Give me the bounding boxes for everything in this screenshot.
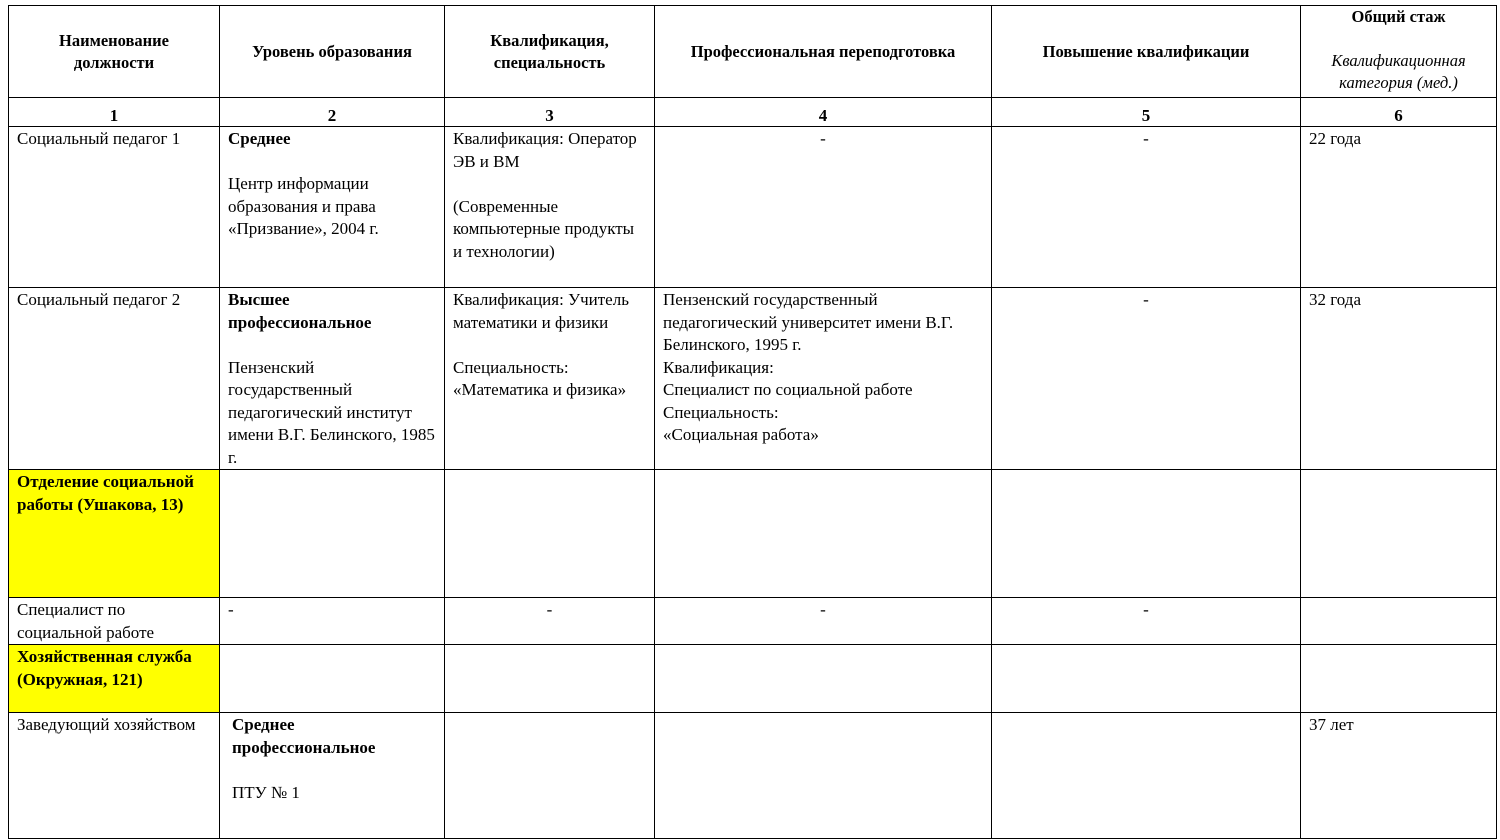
experience-cell: 32 года (1301, 288, 1497, 470)
experience-cell: 22 года (1301, 127, 1497, 288)
table-row (9, 713, 1497, 839)
col-number: 1 (9, 98, 220, 127)
col-number: 5 (992, 98, 1301, 127)
education-cell (220, 288, 445, 470)
empty-cell (655, 713, 992, 839)
improvement-cell: - (992, 288, 1301, 470)
education-institution: ПТУ № 1 (232, 782, 300, 802)
section-title: Отделение социальной работы (Ушакова, 13) (9, 470, 220, 598)
header-improvement: Повышение квалификации (992, 6, 1301, 98)
col-number: 6 (1301, 98, 1497, 127)
empty-cell (445, 645, 655, 713)
position-cell: Социальный педагог 1 (9, 127, 220, 288)
empty-cell (220, 470, 445, 598)
header-position: Наименование должности (9, 6, 220, 98)
section-row (9, 645, 1497, 713)
position-cell: Заведующий хозяйством (9, 713, 220, 839)
education-cell: - (220, 598, 445, 645)
section-row (9, 470, 1497, 598)
qualification-text: Квалификация: Учитель математики и физики (453, 290, 629, 332)
table-row (9, 598, 1497, 645)
qualification-detail: (Современные компьютерные продукты и технологии) (453, 196, 635, 261)
retraining-line: Специалист по социальной работе (663, 380, 913, 399)
retraining-cell: - (655, 598, 992, 645)
col-number: 4 (655, 98, 992, 127)
education-level: Среднее профессиональное (232, 715, 376, 757)
improvement-cell: - (992, 598, 1301, 645)
qualification-cell (445, 288, 655, 470)
education-institution: Центр информации образования и права «Призвание», 2004 г. (228, 174, 379, 238)
education-cell (220, 713, 445, 839)
empty-cell (655, 470, 992, 598)
empty-cell (655, 645, 992, 713)
header-experience-cell (1301, 6, 1497, 98)
empty-cell (1301, 645, 1497, 713)
experience-cell (1301, 598, 1497, 645)
improvement-cell: - (992, 127, 1301, 288)
table-row (9, 288, 1497, 470)
header-category-note: Квалификационная категория (мед.) (1331, 51, 1466, 92)
document-page (8, 5, 1497, 839)
education-level: Среднее (228, 129, 291, 148)
empty-cell (445, 470, 655, 598)
empty-cell (992, 470, 1301, 598)
retraining-cell (655, 288, 992, 470)
header-education-level: Уровень образования (220, 6, 445, 98)
specialty-text: Специальность: «Математика и физика» (453, 357, 627, 399)
education-institution: Пензенский государственный педагогический институт имени В.Г. Белинского, 1985 г. (228, 357, 435, 467)
education-level: Высшее профессиональное (228, 290, 372, 332)
header-experience: Общий стаж (1351, 7, 1446, 26)
retraining-cell: - (655, 127, 992, 288)
col-number: 3 (445, 98, 655, 127)
qualification-cell (445, 127, 655, 288)
section-title: Хозяйственная служба (Окружная, 121) (9, 645, 220, 713)
retraining-line: Специальность: (663, 402, 779, 422)
empty-cell (445, 713, 655, 839)
qualification-cell: - (445, 598, 655, 645)
col-number: 2 (220, 98, 445, 127)
staff-table (8, 5, 1497, 839)
position-cell: Специалист по социальной работе (9, 598, 220, 645)
header-retraining: Профессиональная переподготовка (655, 6, 992, 98)
table-row (9, 127, 1497, 288)
experience-cell: 37 лет (1301, 713, 1497, 839)
retraining-line: Пензенский государственный педагогический университет имени В.Г. Белинского, 1995 г. (663, 290, 954, 354)
empty-cell (1301, 470, 1497, 598)
position-cell: Социальный педагог 2 (9, 288, 220, 470)
header-row (9, 6, 1497, 98)
empty-cell (992, 713, 1301, 839)
empty-cell (992, 645, 1301, 713)
header-qualification: Квалификация, специальность (445, 6, 655, 98)
education-cell (220, 127, 445, 288)
empty-cell (220, 645, 445, 713)
retraining-line: «Социальная работа» (663, 425, 819, 444)
retraining-line: Квалификация: (663, 357, 774, 377)
column-number-row (9, 98, 1497, 127)
qualification-text: Квалификация: Оператор ЭВ и ВМ (453, 129, 637, 171)
